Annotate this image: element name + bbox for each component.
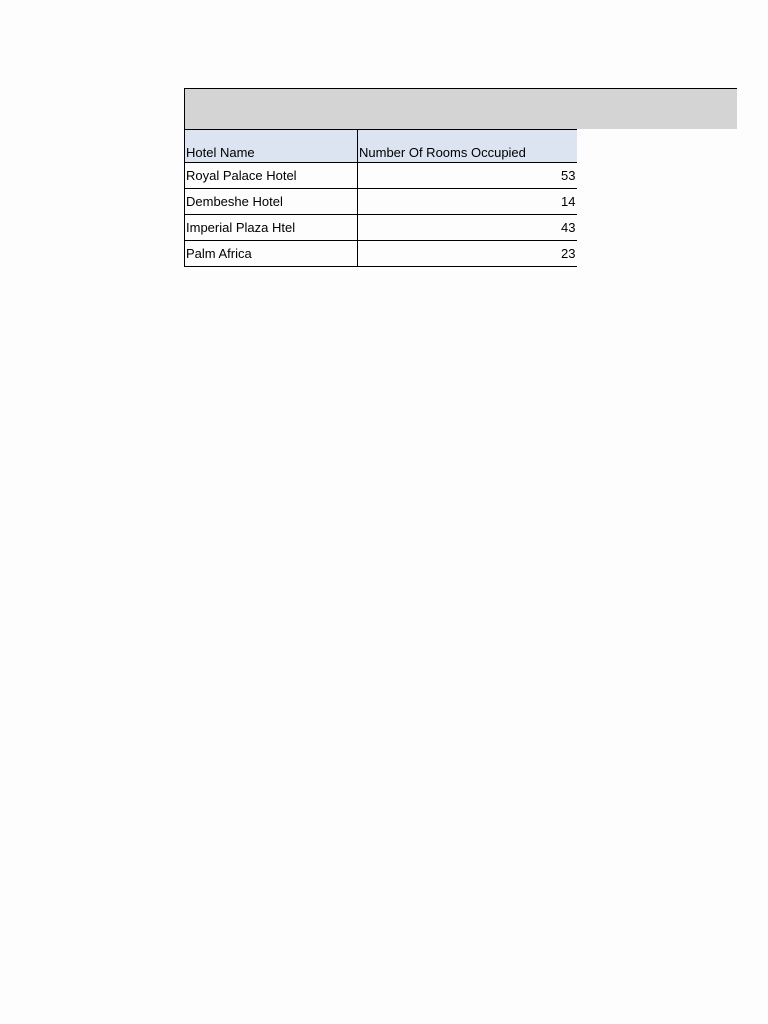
table-row bbox=[185, 189, 577, 215]
table-row bbox=[185, 215, 577, 241]
cell-hotel-name[interactable]: Royal Palace Hotel bbox=[185, 163, 358, 189]
header-rooms-occupied[interactable]: Number Of Rooms Occupied bbox=[358, 130, 577, 163]
cell-hotel-name[interactable]: Dembeshe Hotel bbox=[185, 189, 358, 215]
cell-rooms-occupied[interactable]: 43 bbox=[358, 215, 577, 241]
header-hotel-name[interactable]: Hotel Name bbox=[185, 130, 358, 163]
header-row bbox=[185, 130, 577, 163]
occupancy-table bbox=[184, 129, 577, 267]
cell-hotel-name[interactable]: Imperial Plaza Htel bbox=[185, 215, 358, 241]
cell-rooms-occupied[interactable]: 14 bbox=[358, 189, 577, 215]
cell-rooms-occupied[interactable]: 23 bbox=[358, 241, 577, 267]
table-row bbox=[185, 241, 577, 267]
title-cell[interactable] bbox=[184, 88, 576, 129]
table-row bbox=[185, 163, 577, 189]
cell-rooms-occupied[interactable]: 53 bbox=[358, 163, 577, 189]
cell-hotel-name[interactable]: Palm Africa bbox=[185, 241, 358, 267]
